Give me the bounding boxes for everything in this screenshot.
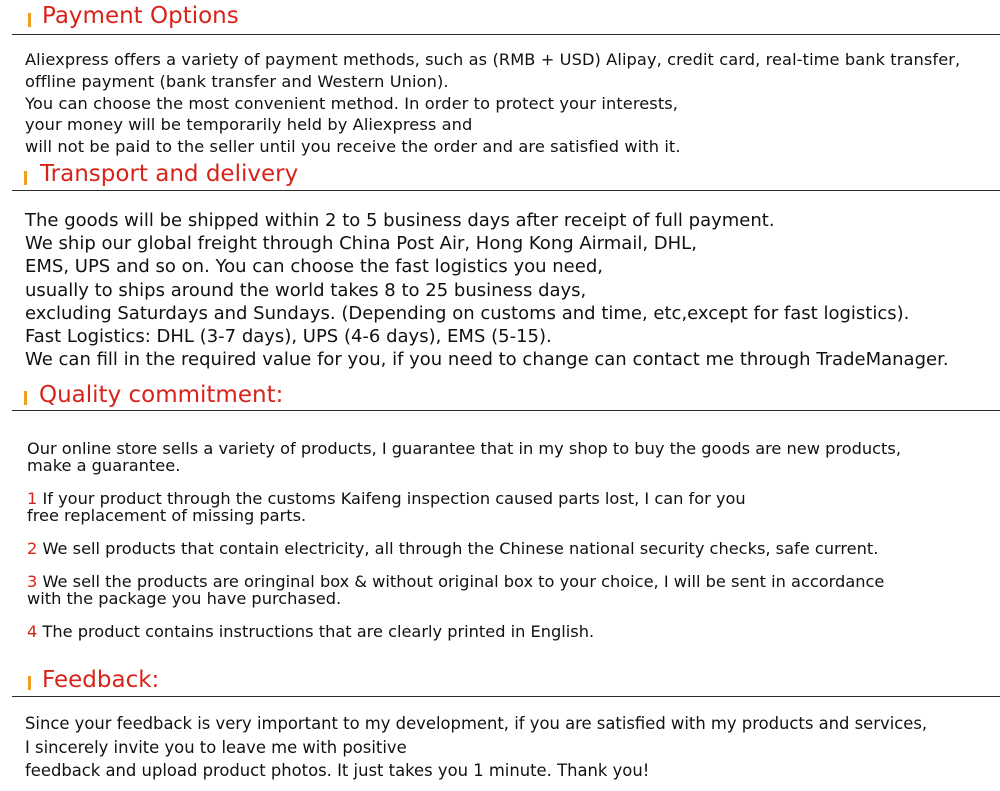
feedback-header [0, 665, 1000, 705]
text-line [27, 490, 746, 507]
quality-item-2 [27, 540, 878, 557]
quality-item-3 [27, 573, 884, 607]
quality-intro-text [27, 440, 901, 474]
text-line: make a guarantee. [27, 456, 181, 475]
section-divider [12, 410, 1000, 411]
text-line: Aliexpress offers a variety of payment methods, such as (RMB + USD) Alipay, credit card, real-time bank transfer, [25, 50, 961, 69]
quality-item-4 [27, 623, 594, 640]
item-number: 2 [27, 539, 38, 558]
text-line: will not be paid to the seller until you receive the order and are satisfied with it. [25, 137, 681, 157]
section-divider [12, 190, 1000, 191]
transport-delivery-text [25, 209, 949, 371]
text-line: We ship our global freight through China Post Air, Hong Kong Airmail, DHL, [25, 233, 697, 255]
item-number: 1 [27, 489, 38, 508]
item-text: We sell products that contain electricity, all through the Chinese national security checks, safe current. [42, 539, 879, 558]
text-line: EMS, UPS and so on. You can choose the fast logistics you need, [25, 256, 603, 278]
item-text: The product contains instructions that are clearly printed in English. [42, 622, 595, 641]
text-line [27, 623, 594, 640]
text-line: Since your feedback is very important to my development, if you are satisfied with my products and services, [25, 714, 928, 733]
text-line [27, 540, 878, 557]
text-line: excluding Saturdays and Sundays. (Depending on customs and time, etc,except for fast logistics). [25, 302, 910, 324]
feedback-title: Feedback: [42, 667, 160, 693]
text-line: The goods will be shipped within 2 to 5 business days after receipt of full payment. [25, 210, 775, 231]
text-line: your money will be temporarily held by Aliexpress and [25, 115, 473, 135]
transport-delivery-title: Transport and delivery [40, 161, 299, 187]
heading-accent-bar [24, 391, 27, 405]
heading-accent-bar [28, 676, 31, 690]
text-line: Our online store sells a variety of products, I guarantee that in my shop to buy the goods are new products, [27, 439, 901, 458]
item-text: If your product through the customs Kaifeng inspection caused parts lost, I can for you [42, 489, 746, 508]
section-divider [12, 696, 1000, 697]
transport-delivery-header [0, 158, 1000, 198]
heading-accent-bar [28, 13, 31, 27]
heading-accent-bar [24, 171, 27, 185]
text-line: We can fill in the required value for you, if you need to change can contact me through TradeManager. [25, 349, 949, 371]
text-line: with the package you have purchased. [27, 589, 342, 608]
feedback-text [25, 712, 927, 783]
item-text: We sell the products are oringinal box & without original box to your choice, I will be sent in accordance [42, 572, 885, 591]
text-line [27, 573, 884, 590]
payment-options-title: Payment Options [42, 3, 239, 29]
text-line: Fast Logistics: DHL (3-7 days), UPS (4-6 days), EMS (5-15). [25, 326, 552, 348]
quality-commitment-title: Quality commitment: [39, 382, 284, 408]
quality-item-1 [27, 490, 746, 524]
text-line: I sincerely invite you to leave me with positive [25, 737, 407, 757]
quality-commitment-header [0, 378, 1000, 418]
text-line: usually to ships around the world takes 8 to 25 business days, [25, 279, 587, 301]
text-line: You can choose the most convenient method. In order to protect your interests, [25, 93, 679, 113]
text-line: free replacement of missing parts. [27, 506, 307, 525]
payment-options-text [25, 49, 960, 158]
text-line: feedback and upload product photos. It just takes you 1 minute. Thank you! [25, 761, 650, 780]
text-line: offline payment (bank transfer and Western Union). [25, 71, 449, 91]
section-divider [12, 34, 1000, 35]
item-number: 4 [27, 622, 38, 641]
item-number: 3 [27, 572, 38, 591]
payment-options-header [0, 0, 1000, 40]
